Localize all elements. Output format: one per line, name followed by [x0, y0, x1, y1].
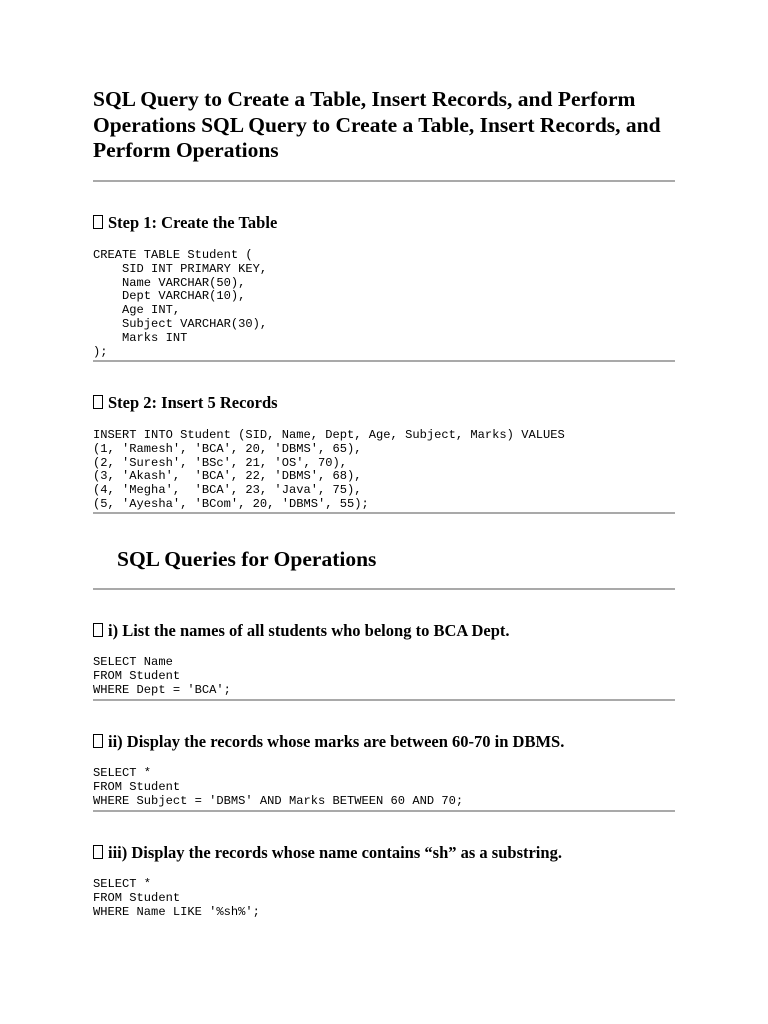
operations-section-title: SQL Queries for Operations	[117, 547, 377, 571]
step-2-heading-text: Step 2: Insert 5 Records	[108, 393, 278, 412]
missing-glyph-icon	[93, 845, 103, 859]
horizontal-rule	[93, 810, 675, 812]
step-2-code-block: INSERT INTO Student (SID, Name, Dept, Age, Subject, Marks) VALUES (1, 'Ramesh', 'BCA', 20, 'DBMS', 65), (2, 'Suresh', 'BSc', 21, 'OS', 70), (3, 'Akash', 'BCA', 22, 'DBMS', 68), (4, 'Megha', 'BCA', 23, 'Java', 75), (5, 'Ayesha', 'BCom', 20, 'DBMS', 55);	[93, 428, 565, 511]
query-3-heading-text: iii) Display the records whose name contains “sh” as a substring.	[108, 843, 562, 862]
step-1-heading	[93, 213, 277, 233]
query-3-heading	[93, 843, 562, 863]
missing-glyph-icon	[93, 734, 103, 748]
step-1-code-block: CREATE TABLE Student ( SID INT PRIMARY KEY, Name VARCHAR(50), Dept VARCHAR(10), Age INT, Subject VARCHAR(30), Marks INT );	[93, 248, 268, 359]
query-3-code-block: SELECT * FROM Student WHERE Name LIKE '%sh%';	[93, 877, 260, 919]
query-1-heading-text: i) List the names of all students who belong to BCA Dept.	[108, 621, 510, 640]
query-2-code-block: SELECT * FROM Student WHERE Subject = 'DBMS' AND Marks BETWEEN 60 AND 70;	[93, 766, 464, 808]
missing-glyph-icon	[93, 395, 103, 409]
document-title: SQL Query to Create a Table, Insert Records, and Perform Operations SQL Query to Create a Table, Insert Records, and Perform Operations	[93, 87, 661, 162]
horizontal-rule	[93, 180, 675, 182]
step-1-heading-text: Step 1: Create the Table	[108, 213, 278, 232]
step-2-heading	[93, 393, 278, 413]
horizontal-rule	[93, 699, 675, 701]
horizontal-rule	[93, 360, 675, 362]
horizontal-rule	[93, 512, 675, 514]
query-1-heading	[93, 621, 510, 641]
query-1-code-block: SELECT Name FROM Student WHERE Dept = 'BCA';	[93, 655, 231, 697]
query-2-heading	[93, 732, 564, 752]
missing-glyph-icon	[93, 623, 103, 637]
horizontal-rule	[93, 588, 675, 590]
missing-glyph-icon	[93, 215, 103, 229]
query-2-heading-text: ii) Display the records whose marks are between 60-70 in DBMS.	[108, 732, 565, 751]
